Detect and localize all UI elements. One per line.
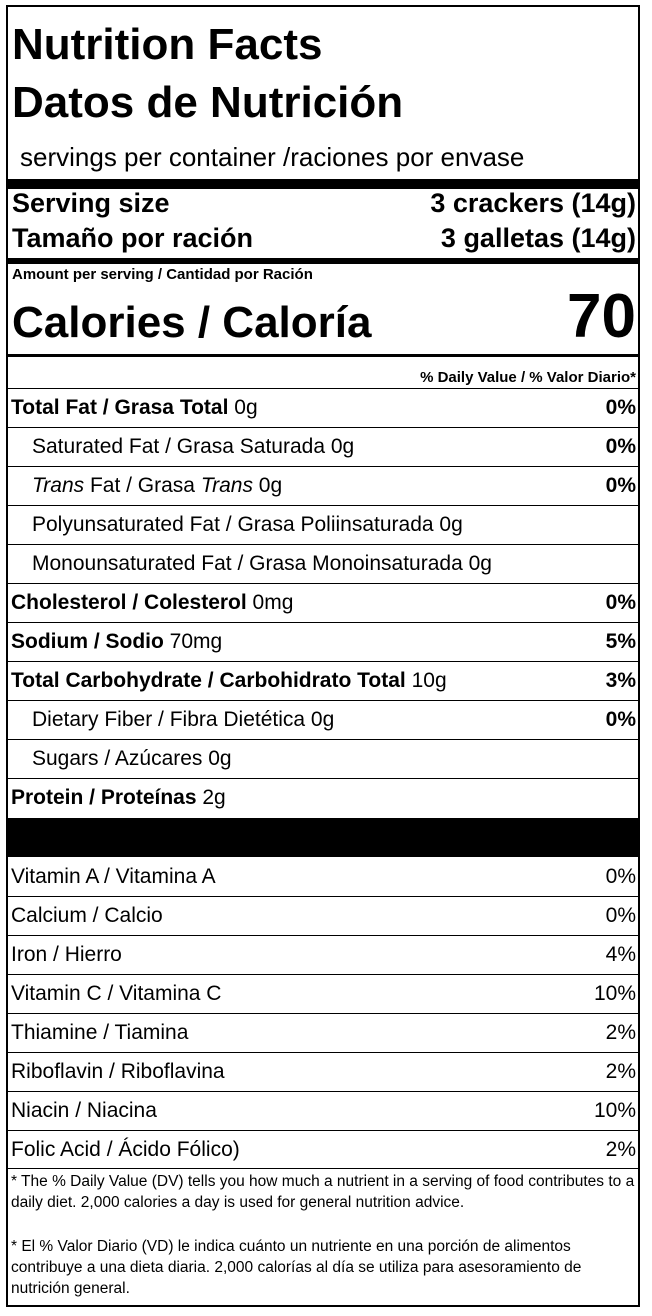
nutrition-facts-label <box>6 5 640 1307</box>
vitamin-label: Calcium / Calcio <box>11 904 163 927</box>
vitamin-dv: 4% <box>605 943 636 966</box>
vitamin-label: Iron / Hierro <box>11 943 122 966</box>
nutrient-label: Sodium / Sodio 70mg <box>11 630 223 653</box>
calories-label: Calories / Caloría <box>12 298 372 347</box>
nutrient-dv: 0% <box>605 591 636 614</box>
vitamin-dv: 2% <box>605 1021 636 1044</box>
nutrient-label: Cholesterol / Colesterol 0mg <box>11 591 294 614</box>
vitamin-dv: 2% <box>605 1060 636 1083</box>
nutrient-dv: 0% <box>605 474 636 497</box>
serving-size-value-es: 3 galletas (14g) <box>440 223 636 253</box>
vitamin-row-niacin <box>8 1091 638 1130</box>
nutrient-row-total-fat <box>8 388 638 427</box>
nutrient-row-protein <box>8 778 638 817</box>
nutrient-label: Trans Fat / Grasa Trans 0g <box>32 474 283 497</box>
footnote-spanish: * El % Valor Diario (VD) le indica cuánto un nutriente en una porción de alimentos contribuye a una dieta diaria. 2,000 calorías al día se utiliza para asesoramiento de nutrición general. <box>11 1238 582 1297</box>
nutrient-label: Polyunsaturated Fat / Grasa Poliinsaturada 0g <box>32 513 463 536</box>
nutrient-row-sugars <box>8 739 638 778</box>
nutrient-row-polyunsaturated-fat <box>8 505 638 544</box>
calories-divider <box>8 354 638 357</box>
vitamin-row-calcium <box>8 896 638 935</box>
nutrient-label: Total Carbohydrate / Carbohidrato Total 10g <box>11 669 447 692</box>
nutrient-label: Monounsaturated Fat / Grasa Monoinsaturada 0g <box>32 552 492 575</box>
vitamin-row-vitamin-a <box>8 857 638 896</box>
footnote-english: * The % Daily Value (DV) tells you how much a nutrient in a serving of food contributes to a daily diet. 2,000 calories a day is used for general nutrition advice. <box>11 1173 635 1211</box>
serving-size-value: 3 crackers (14g) <box>430 188 636 218</box>
medium-divider <box>8 258 638 264</box>
vitamin-dv: 2% <box>605 1138 636 1161</box>
vitamin-row-folic-acid <box>8 1130 638 1169</box>
footnote-divider <box>8 1168 638 1169</box>
nutrient-dv: 0% <box>605 435 636 458</box>
title-spanish: Datos de Nutrición <box>12 78 404 127</box>
nutrient-label: Sugars / Azúcares 0g <box>32 747 232 770</box>
vitamin-label: Niacin / Niacina <box>11 1099 157 1122</box>
nutrient-label: Total Fat / Grasa Total 0g <box>11 396 258 419</box>
nutrient-row-sodium <box>8 622 638 661</box>
vitamin-dv: 10% <box>593 1099 636 1122</box>
vitamin-row-thiamine <box>8 1013 638 1052</box>
nutrient-row-total-carbohydrate <box>8 661 638 700</box>
title-english: Nutrition Facts <box>12 20 323 69</box>
calories-value: 70 <box>567 282 636 351</box>
amount-per-serving: Amount per serving / Cantidad por Ración <box>12 266 313 283</box>
servings-per-container: servings per container /raciones por envase <box>20 142 525 172</box>
nutrient-row-trans-fat <box>8 466 638 505</box>
nutrient-label: Saturated Fat / Grasa Saturada 0g <box>32 435 355 458</box>
daily-value-header: % Daily Value / % Valor Diario* <box>420 369 636 386</box>
nutrient-label: Protein / Proteínas 2g <box>11 786 226 809</box>
vitamin-label: Folic Acid / Ácido Fólico) <box>11 1138 240 1161</box>
vitamin-dv: 0% <box>605 904 636 927</box>
serving-size-english <box>12 187 636 219</box>
nutrient-dv: 0% <box>605 396 636 419</box>
vitamin-label: Riboflavin / Riboflavina <box>11 1060 225 1083</box>
nutrient-row-monounsaturated-fat <box>8 544 638 583</box>
vitamin-dv: 10% <box>593 982 636 1005</box>
nutrient-dv: 5% <box>605 630 636 653</box>
thick-divider-vitamins <box>8 818 638 857</box>
nutrient-row-cholesterol <box>8 583 638 622</box>
nutrient-dv: 0% <box>605 708 636 731</box>
nutrient-dv: 3% <box>605 669 636 692</box>
vitamin-row-iron <box>8 935 638 974</box>
vitamin-row-vitamin-c <box>8 974 638 1013</box>
serving-size-spanish <box>12 222 636 254</box>
vitamin-label: Thiamine / Tiamina <box>11 1021 189 1044</box>
serving-size-label: Serving size <box>12 188 170 218</box>
serving-size-label-es: Tamaño por ración <box>12 223 254 253</box>
vitamin-dv: 0% <box>605 864 636 888</box>
nutrient-row-saturated-fat <box>8 427 638 466</box>
vitamin-label: Vitamin C / Vitamina C <box>11 982 222 1005</box>
vitamin-row-riboflavin <box>8 1052 638 1091</box>
nutrient-row-dietary-fiber <box>8 700 638 739</box>
nutrient-label: Dietary Fiber / Fibra Dietética 0g <box>32 708 335 731</box>
vitamin-label: Vitamin A / Vitamina A <box>11 864 216 888</box>
